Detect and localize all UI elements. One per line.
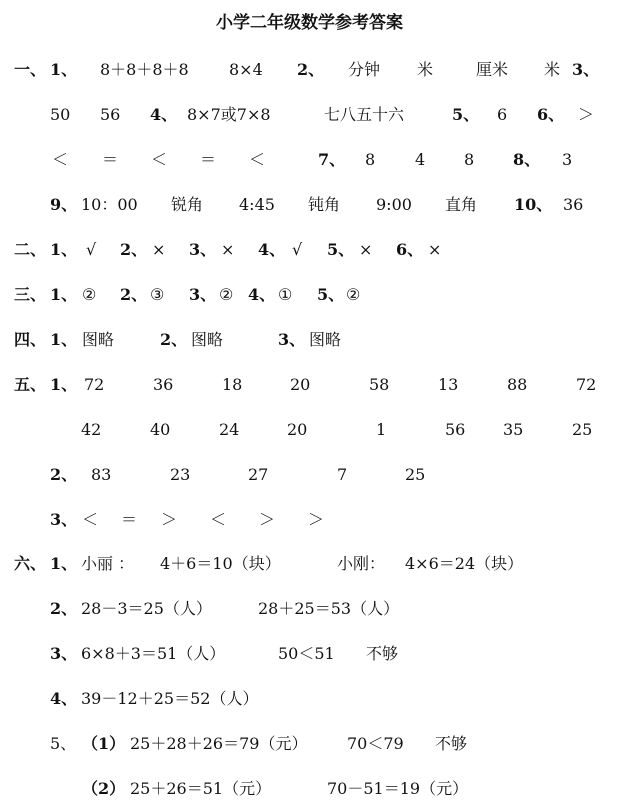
answer: 35 xyxy=(503,420,524,439)
answer: √ xyxy=(86,240,97,259)
answer: ＞ xyxy=(578,105,595,124)
answer: 58 xyxy=(369,375,390,394)
answer: ＝ xyxy=(102,150,119,169)
question-number: 3、 xyxy=(572,60,600,79)
answer: 25 xyxy=(572,420,593,439)
section-number: 五、 xyxy=(14,375,47,394)
answer: 27 xyxy=(248,465,269,484)
section-5-line-2 xyxy=(0,415,619,445)
question-number: 9、 xyxy=(50,195,78,214)
answer: 70－51＝19（元） xyxy=(327,779,469,798)
question-number: 1、 xyxy=(50,285,78,304)
question-number: 3、 xyxy=(50,510,78,529)
answer: ＜ xyxy=(52,150,69,169)
section-6-line-1 xyxy=(0,549,619,579)
question-number: 2、 xyxy=(297,60,325,79)
answer: 83 xyxy=(91,465,112,484)
question-number: 5、 xyxy=(317,285,345,304)
answer: 4:45 xyxy=(239,195,275,214)
sub-question-number: （2） xyxy=(82,779,126,798)
answer: 56 xyxy=(445,420,466,439)
answer: ② xyxy=(219,285,234,304)
question-number: 8、 xyxy=(513,150,541,169)
answer: 36 xyxy=(563,195,584,214)
answer: ② xyxy=(346,285,361,304)
answer: 锐角 xyxy=(171,195,204,214)
section-1-line-3 xyxy=(0,145,619,175)
answer: × xyxy=(152,240,166,259)
answer: 米 xyxy=(417,60,434,79)
answer: 20 xyxy=(287,420,308,439)
section-5-line-4 xyxy=(0,505,619,535)
answer: × xyxy=(359,240,373,259)
answer: 13 xyxy=(438,375,459,394)
question-number: 7、 xyxy=(318,150,346,169)
question-number: 5、 xyxy=(452,105,480,124)
question-number: 3、 xyxy=(278,330,306,349)
answer: ＜ xyxy=(210,510,227,529)
sub-question-number: （1） xyxy=(82,734,126,753)
answer: 8＋8＋8＋8 xyxy=(100,60,189,79)
section-3-line xyxy=(0,280,619,310)
answer: 分钟 xyxy=(348,60,381,79)
answer: 10：00 xyxy=(81,195,138,214)
answer: 8×4 xyxy=(229,60,263,79)
question-number: 6、 xyxy=(396,240,424,259)
question-number: 10、 xyxy=(514,195,553,214)
section-6-line-3 xyxy=(0,639,619,669)
question-number: 5、 xyxy=(327,240,355,259)
question-number: 1、 xyxy=(50,375,78,394)
page-title: 小学二年级数学参考答案 xyxy=(216,13,403,33)
answer: 6×8＋3＝51（人） xyxy=(81,644,226,663)
answer: × xyxy=(428,240,442,259)
section-number: 四、 xyxy=(14,330,47,349)
answer: 23 xyxy=(170,465,191,484)
answer: 小刚： xyxy=(337,554,386,573)
answer: 28－3＝25（人） xyxy=(81,599,212,618)
answer: 88 xyxy=(507,375,528,394)
answer: 不够 xyxy=(366,644,399,663)
answer: ＞ xyxy=(259,510,276,529)
answer: 钝角 xyxy=(308,195,341,214)
section-number: 二、 xyxy=(14,240,47,259)
answer: 七八五十六 xyxy=(324,105,405,124)
answer: 36 xyxy=(153,375,174,394)
section-2-line xyxy=(0,235,619,265)
answer: 米 xyxy=(544,60,561,79)
answer: 8×7或7×8 xyxy=(187,105,271,124)
answer: 20 xyxy=(290,375,311,394)
question-number: 1、 xyxy=(50,240,78,259)
answer: 9:00 xyxy=(376,195,412,214)
answer: 72 xyxy=(84,375,105,394)
answer: 8 xyxy=(464,150,475,169)
answer: 4 xyxy=(415,150,426,169)
answer: 39－12＋25＝52（人） xyxy=(81,689,259,708)
answer: 6 xyxy=(497,105,508,124)
question-number: 5、 xyxy=(50,734,77,753)
question-number: 4、 xyxy=(248,285,276,304)
answer: 70＜79 xyxy=(347,734,404,753)
answer: 8 xyxy=(365,150,376,169)
section-number: 一、 xyxy=(14,60,47,79)
answer: 50＜51 xyxy=(278,644,335,663)
answer: 4＋6＝10（块） xyxy=(160,554,281,573)
answer: 3 xyxy=(562,150,573,169)
section-6-line-6 xyxy=(0,774,619,804)
question-number: 2、 xyxy=(50,599,78,618)
question-number: 3、 xyxy=(189,240,217,259)
question-number: 1、 xyxy=(50,60,78,79)
answer: ＝ xyxy=(121,510,138,529)
section-number: 六、 xyxy=(14,554,47,573)
answer: ＜ xyxy=(151,150,168,169)
answer: 42 xyxy=(81,420,102,439)
answer: ＞ xyxy=(308,510,325,529)
answer: 28＋25＝53（人） xyxy=(258,599,400,618)
question-number: 2、 xyxy=(50,465,78,484)
section-5-line-1 xyxy=(0,370,619,400)
answer: 25＋26＝51（元） xyxy=(130,779,272,798)
answer: 7 xyxy=(337,465,348,484)
section-number: 三、 xyxy=(14,285,47,304)
question-number: 2、 xyxy=(120,285,148,304)
answer: × xyxy=(221,240,235,259)
answer: 25＋28＋26＝79（元） xyxy=(130,734,308,753)
question-number: 4、 xyxy=(258,240,286,259)
section-6-line-4 xyxy=(0,684,619,714)
answer: 图略 xyxy=(309,330,342,349)
answer: 72 xyxy=(576,375,597,394)
question-number: 4、 xyxy=(150,105,178,124)
answer: 小丽 ： xyxy=(81,554,135,573)
answer: ＜ xyxy=(249,150,266,169)
answer: 1 xyxy=(376,420,387,439)
answer: ② xyxy=(82,285,97,304)
section-4-line xyxy=(0,325,619,355)
section-1-line-4 xyxy=(0,190,619,220)
answer: 图略 xyxy=(191,330,224,349)
answer: ① xyxy=(278,285,293,304)
answer: 厘米 xyxy=(476,60,509,79)
answer: 18 xyxy=(222,375,243,394)
question-number: 3、 xyxy=(50,644,78,663)
answer: 50 xyxy=(50,105,71,124)
answer: ③ xyxy=(150,285,165,304)
answer: ＝ xyxy=(200,150,217,169)
answer: 图略 xyxy=(82,330,115,349)
answer: ＜ xyxy=(82,510,99,529)
answer: ＞ xyxy=(161,510,178,529)
question-number: 3、 xyxy=(189,285,217,304)
section-1-line-1 xyxy=(0,55,619,85)
question-number: 2、 xyxy=(160,330,188,349)
answer: 24 xyxy=(219,420,240,439)
question-number: 1、 xyxy=(50,330,78,349)
section-5-line-3 xyxy=(0,460,619,490)
answer: 56 xyxy=(100,105,121,124)
answer: 直角 xyxy=(445,195,478,214)
answer: 不够 xyxy=(435,734,468,753)
section-6-line-5 xyxy=(0,729,619,759)
question-number: 2、 xyxy=(120,240,148,259)
answer: 40 xyxy=(150,420,171,439)
question-number: 1、 xyxy=(50,554,78,573)
answer: √ xyxy=(292,240,303,259)
question-number: 6、 xyxy=(537,105,565,124)
question-number: 4、 xyxy=(50,689,78,708)
section-6-line-2 xyxy=(0,594,619,624)
answer: 25 xyxy=(405,465,426,484)
section-1-line-2 xyxy=(0,100,619,130)
answer: 4×6＝24（块） xyxy=(405,554,524,573)
